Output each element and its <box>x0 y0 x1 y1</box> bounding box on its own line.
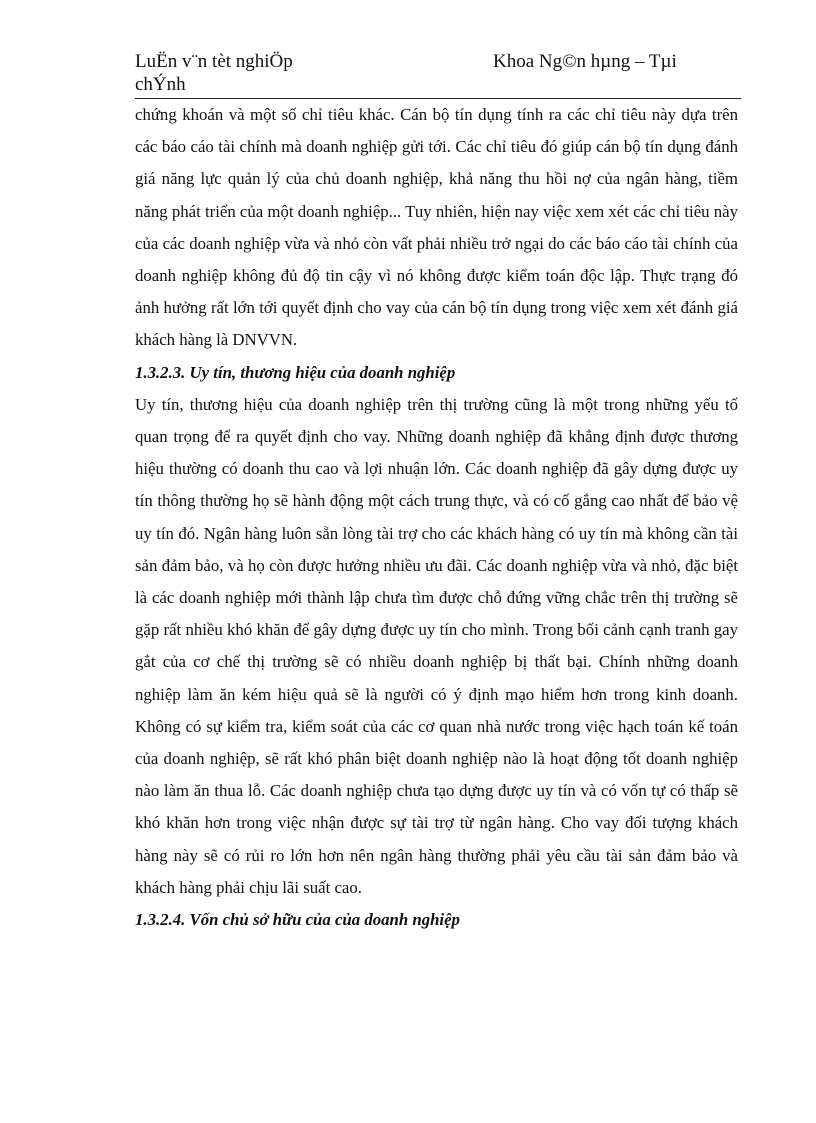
paragraph: chứng khoán và một số chỉ tiêu khác. Cán bộ tín dụng tính ra các chỉ tiêu này dựa trên các báo cáo tài chính mà doanh nghiệp gửi tới. Các chỉ tiêu đó giúp cán bộ tín dụng đánh giá năng lực quản lý của chủ doanh nghiệp, khả năng thu hồi nợ của ngân hàng, tiềm năng phát triển của một doanh nghiệp... Tuy nhiên, hiện nay việc xem xét các chỉ tiêu này của các doanh nghiệp vừa và nhỏ còn vất phải nhiều trở ngại do các báo cáo tài chính của doanh nghiệp không đủ độ tin cậy vì nó không được kiểm toán độc lập. Thực trạng đó ảnh hưởng rất lớn tới quyết định cho vay của cán bộ tín dụng trong việc xem xét đánh giá khách hàng là DNVVN. <box>135 105 738 350</box>
header-left-line1: LuËn v¨n tèt nghiÖp <box>135 51 293 72</box>
header-thesis-title <box>135 50 335 96</box>
header-left-line2: chÝnh <box>135 74 186 95</box>
body-text <box>135 99 738 936</box>
page-header <box>135 50 741 98</box>
header-faculty: Khoa Ng©n hµng – Tµi <box>493 51 677 72</box>
paragraph: Uy tín, thương hiệu của doanh nghiệp trên thị trường cũng là một trong những yếu tố quan trọng để ra quyết định cho vay. Những doanh nghiệp đã khẳng định được thương hiệu thường có doanh thu cao và lợi nhuận lớn. Các doanh nghiệp đã gây dựng được uy tín thông thường họ sẽ hành động một cách trung thực, và có cố gắng cao nhất để bảo vệ uy tín đó. Ngân hàng luôn sẵn lòng tài trợ cho các khách hàng có uy tín mà không cần tài sản đảm bảo, và họ còn được hưởng nhiều ưu đãi. Các doanh nghiệp vừa và nhỏ, đặc biệt là các doanh nghiệp mới thành lập chưa tìm được chỗ đứng vững chắc trên thị trường sẽ gặp rất nhiều khó khăn để gây dựng được uy tín cho mình. Trong bối cảnh cạnh tranh gay gắt của cơ chế thị trường sẽ có nhiều doanh nghiệp bị thất bại. Chính những doanh nghiệp làm ăn kém hiệu quả sẽ là người có ý định mạo hiểm hơn trong kinh doanh. Không có sự kiểm tra, kiểm soát của các cơ quan nhà nước trong việc hạch toán kế toán của doanh nghiệp, sẽ rất khó phân biệt doanh nghiệp nào là hoạt động tốt doanh nghiệp nào làm ăn thua lỗ. Các doanh nghiệp chưa tạo dựng được uy tín và có vốn tự có thấp sẽ khó khăn hơn trong việc nhận được sự tài trợ từ ngân hàng. Cho vay đối tượng khách hàng này sẽ có rủi ro lớn hơn nên ngân hàng thường phải yêu cầu tài sản đảm bảo và khách hàng phải chịu lãi suất cao. <box>135 394 738 897</box>
section-heading: 1.3.2.3. Uy tín, thương hiệu của doanh nghiệp <box>135 362 456 382</box>
section-heading: 1.3.2.4. Vốn chủ sở hữu của của doanh nghiệp <box>135 910 460 930</box>
